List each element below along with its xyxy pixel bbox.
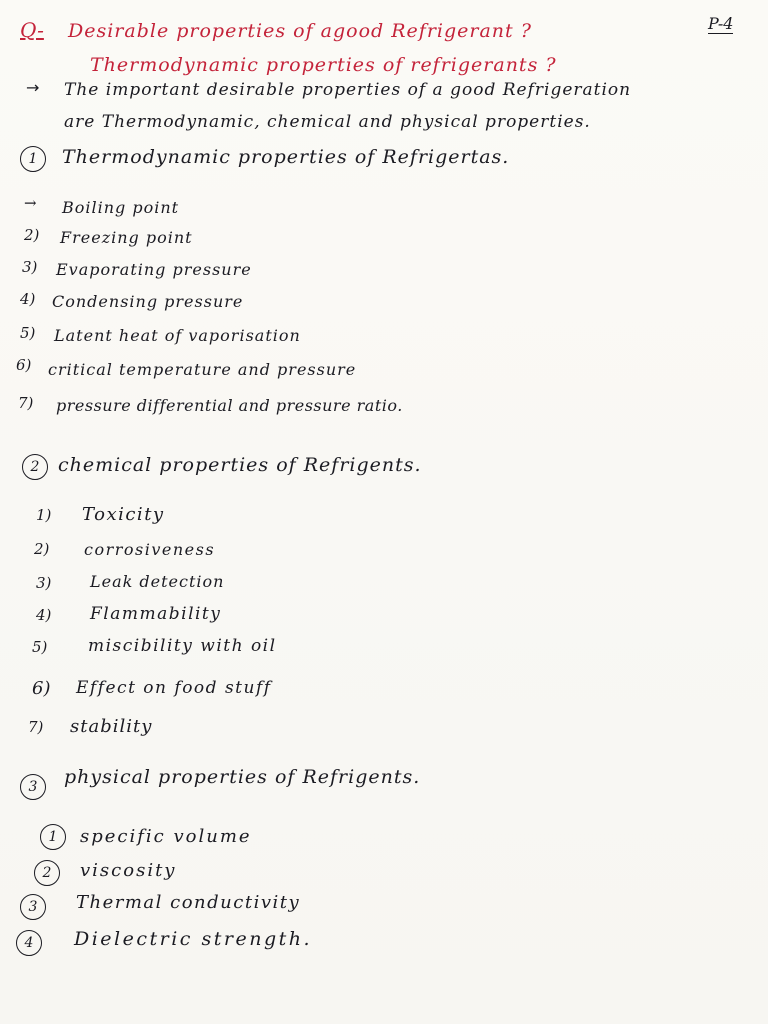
section-marker-thermo: 1 — [20, 146, 46, 172]
thermo-item-text: Freezing point — [60, 228, 193, 247]
thermo-item-num: 7) — [18, 394, 34, 412]
chemical-item-num: 6) — [32, 678, 51, 699]
thermo-item-num: → — [24, 194, 37, 212]
physical-item-text: specific volume — [80, 826, 252, 847]
intro-arrow-icon: → — [26, 78, 40, 97]
thermo-item-text: critical temperature and pressure — [48, 360, 357, 379]
chemical-item-text: miscibility with oil — [88, 636, 277, 656]
chemical-item-num: 2) — [34, 540, 50, 558]
physical-item-num: 2 — [34, 860, 60, 886]
chemical-item-num: 3) — [36, 574, 52, 592]
thermo-item-num: 3) — [22, 258, 38, 276]
thermo-item-text: Boiling point — [62, 198, 180, 217]
chemical-item-num: 5) — [32, 638, 48, 656]
chemical-title: chemical properties of Refrigents. — [58, 454, 422, 476]
section-marker-chemical: 2 — [22, 454, 48, 480]
physical-item-num: 1 — [40, 824, 66, 850]
chemical-item-num: 1) — [36, 506, 52, 524]
thermo-item-num: 2) — [24, 226, 40, 244]
intro-line-1: The important desirable properties of a good Refrigeration — [64, 80, 632, 100]
chemical-item-text: Effect on food stuff — [76, 678, 272, 698]
physical-item-num: 4 — [16, 930, 42, 956]
chemical-item-num: 4) — [36, 606, 52, 624]
physical-item-text: Thermal conductivity — [76, 892, 301, 913]
chemical-item-text: stability — [70, 716, 153, 737]
thermo-title: Thermodynamic properties of Refrigertas. — [62, 146, 510, 168]
section-marker-physical: 3 — [20, 774, 46, 800]
physical-title: physical properties of Refrigents. — [64, 766, 421, 788]
chemical-item-text: Leak detection — [90, 572, 225, 591]
thermo-item-text: Evaporating pressure — [56, 260, 252, 279]
physical-item-text: Dielectric strength. — [74, 928, 313, 950]
physical-item-text: viscosity — [80, 860, 177, 881]
thermo-item-num: 4) — [20, 290, 36, 308]
thermo-item-text: Condensing pressure — [52, 292, 244, 311]
page-number-label: P-4 — [708, 14, 734, 33]
question-marker: Q- — [20, 18, 44, 42]
chemical-item-text: corrosiveness — [84, 540, 216, 559]
physical-item-num: 3 — [20, 894, 46, 920]
chemical-item-num: 7) — [28, 718, 44, 736]
intro-line-2: are Thermodynamic, chemical and physical properties. — [64, 112, 591, 132]
question-line-1: Desirable properties of agood Refrigerant ? — [68, 20, 532, 42]
chemical-item-text: Flammability — [90, 604, 222, 624]
chemical-item-text: Toxicity — [82, 504, 165, 525]
thermo-item-text: pressure differential and pressure ratio. — [56, 396, 403, 415]
thermo-item-text: Latent heat of vaporisation — [54, 326, 301, 345]
thermo-item-num: 6) — [16, 356, 32, 374]
thermo-item-num: 5) — [20, 324, 36, 342]
question-line-2: Thermodynamic properties of refrigerants ? — [90, 54, 557, 76]
